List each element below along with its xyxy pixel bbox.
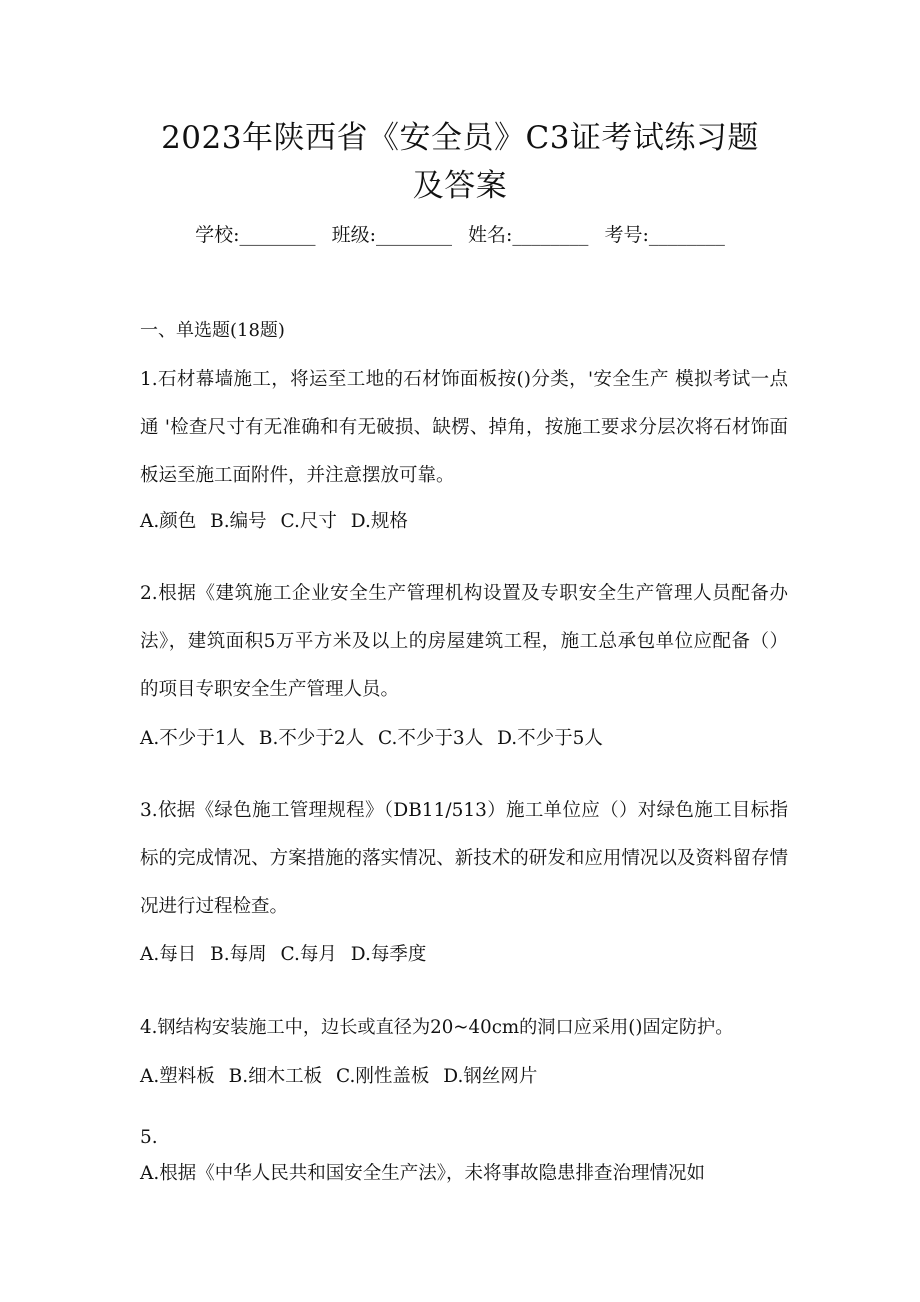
option-b: B.编号 [210, 511, 267, 532]
document-title-line-1: 2023年陕西省《安全员》C3证考试练习题 [161, 120, 759, 156]
option-c: C.刚性盖板 [336, 1066, 430, 1087]
question-2-text: 2.根据《建筑施工企业安全生产管理机构设置及专职安全生产管理人员配备办法》，建筑面积5万平方米及以上的房屋建筑工程，施工总承包单位应配备（）的项目专职安全生产管理人员。 [140, 583, 788, 700]
question-1-options [140, 507, 416, 537]
question-5-continuation: A.根据《中华人民共和国安全生产法》，未将事故隐患排查治理情况如 [140, 1163, 705, 1184]
question-2-options [140, 724, 611, 754]
class-field: 班级:________ [331, 224, 452, 246]
option-d: D.每季度 [350, 944, 427, 965]
option-b: B.不少于2人 [258, 728, 365, 749]
name-field: 姓名:________ [468, 224, 589, 246]
option-d: D.规格 [350, 511, 408, 532]
school-field: 学校:________ [195, 224, 316, 246]
document-title-line-2: 及答案 [412, 168, 508, 204]
question-4-text: 4.钢结构安装施工中，边长或直径为20~40cm的洞口应采用()固定防护。 [140, 1017, 734, 1038]
exam-number-field: 考号:________ [604, 224, 725, 246]
section-heading: 一、单选题(18题) [140, 320, 285, 341]
info-fields [0, 221, 920, 249]
question-3-options [140, 940, 434, 970]
option-c: C.每月 [280, 944, 337, 965]
option-a: A.塑料板 [140, 1066, 215, 1087]
option-d: D.钢丝网片 [443, 1066, 538, 1087]
option-d: D.不少于5人 [497, 728, 603, 749]
question-5-number: 5. [140, 1127, 158, 1148]
option-a: A.不少于1人 [140, 728, 246, 749]
option-a: A.颜色 [140, 511, 197, 532]
option-a: A.每日 [140, 944, 197, 965]
question-4-options [140, 1062, 545, 1092]
question-3-text: 3.依据《绿色施工管理规程》（DB11/513）施工单位应（）对绿色施工目标指标的完成情况、方案措施的落实情况、新技术的研发和应用情况以及资料留存情况进行过程检查。 [140, 800, 788, 917]
option-c: C.不少于3人 [378, 728, 484, 749]
option-c: C.尺寸 [280, 511, 337, 532]
question-1-text: 1.石材幕墙施工，将运至工地的石材饰面板按()分类，'安全生产 模拟考试一点通 '检查尺寸有无准确和有无破损、缺楞、掉角，按施工要求分层次将石材饰面板运至施工面附件，并注意摆放可靠。 [140, 369, 788, 486]
option-b: B.每周 [210, 944, 267, 965]
option-b: B.细木工板 [228, 1066, 323, 1087]
